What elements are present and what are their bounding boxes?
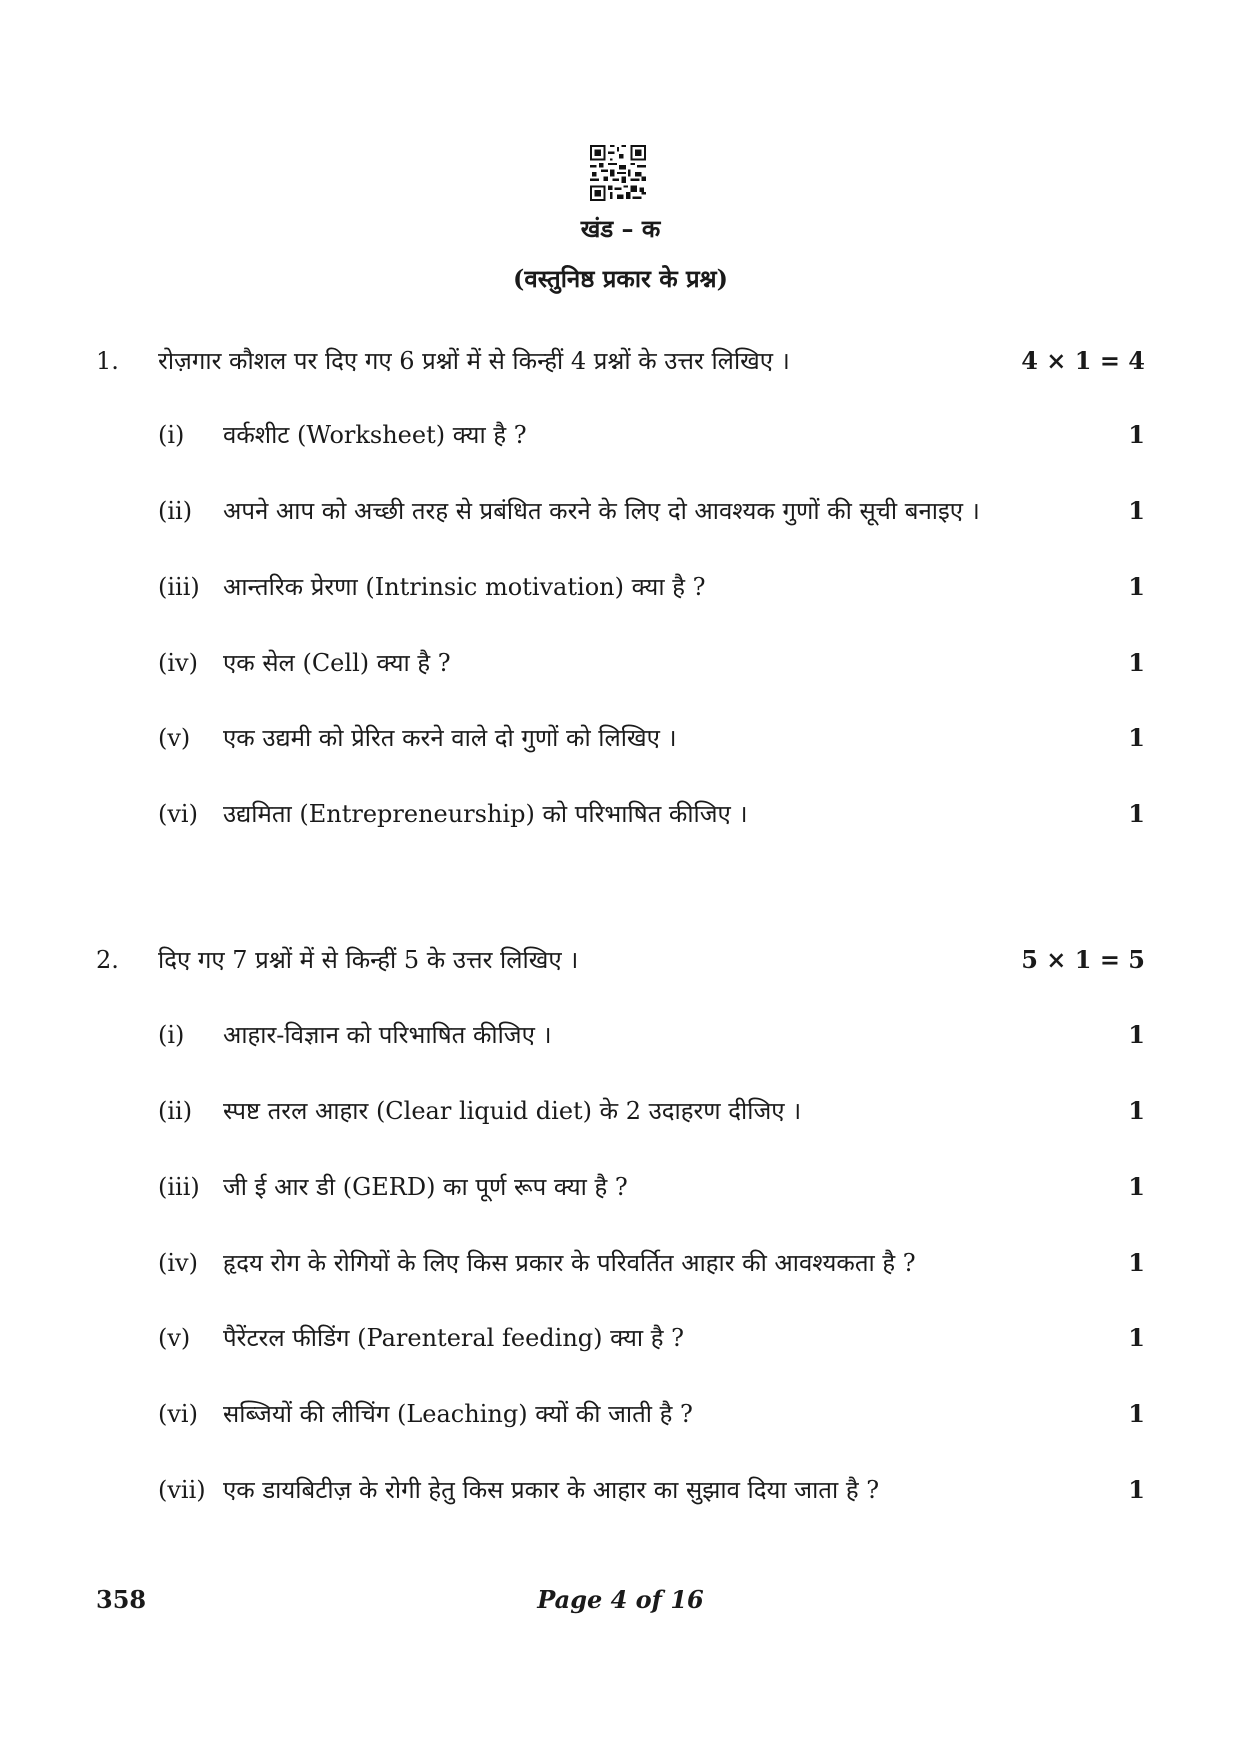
- section-title: खंड – क: [580, 214, 661, 243]
- page-number: Page 4 of 16: [537, 1585, 704, 1614]
- sub-question-label: (v): [158, 724, 191, 752]
- sub-question-marks: 1: [1128, 1020, 1145, 1049]
- sub-question-label: (ii): [158, 1097, 193, 1125]
- sub-question-text: सब्जियों की लीचिंग (Leaching) क्यों की जाती है ?: [223, 1400, 693, 1428]
- sub-question: [0, 1394, 1241, 1434]
- sub-question-text: एक डायबिटीज़ के रोगी हेतु किस प्रकार के आहार का सुझाव दिया जाता है ?: [223, 1476, 880, 1504]
- sub-question: [0, 1243, 1241, 1283]
- question-text: दिए गए 7 प्रश्नों में से किन्हीं 5 के उत्तर लिखिए ।: [158, 946, 579, 974]
- sub-question-text: एक सेल (Cell) क्या है ?: [223, 649, 451, 677]
- qr-code-icon: [590, 145, 646, 201]
- sub-question-text: वर्कशीट (Worksheet) क्या है ?: [223, 421, 527, 449]
- sub-question: [0, 415, 1241, 455]
- question-marks: 4 × 1 = 4: [1021, 346, 1145, 375]
- sub-question-text: जी ई आर डी (GERD) का पूर्ण रूप क्या है ?: [223, 1173, 628, 1201]
- sub-question-text: पैरेंटरल फीडिंग (Parenteral feeding) क्या है ?: [223, 1324, 684, 1352]
- sub-question: [0, 1318, 1241, 1358]
- question-number: 1.: [96, 347, 119, 375]
- sub-question: [0, 643, 1241, 683]
- sub-question: [0, 1015, 1241, 1055]
- sub-question-label: (vi): [158, 800, 198, 828]
- sub-question-label: (vii): [158, 1476, 206, 1504]
- sub-question-label: (v): [158, 1324, 191, 1352]
- sub-question-text: हृदय रोग के रोगियों के लिए किस प्रकार के परिवर्तित आहार की आवश्यकता है ?: [223, 1249, 916, 1277]
- sub-question-text: आहार-विज्ञान को परिभाषित कीजिए ।: [223, 1021, 552, 1049]
- sub-question-marks: 1: [1128, 1248, 1145, 1277]
- sub-question-label: (iv): [158, 649, 198, 677]
- sub-question-label: (i): [158, 1021, 185, 1049]
- sub-question-label: (ii): [158, 497, 193, 525]
- sub-question-marks: 1: [1128, 1399, 1145, 1428]
- sub-question-marks: 1: [1128, 1323, 1145, 1352]
- sub-question-marks: 1: [1128, 1096, 1145, 1125]
- sub-question-label: (iii): [158, 1173, 200, 1201]
- sub-question-text: स्पष्ट तरल आहार (Clear liquid diet) के 2 उदाहरण दीजिए ।: [223, 1097, 802, 1125]
- sub-question-label: (iv): [158, 1249, 198, 1277]
- sub-question: [0, 1091, 1241, 1131]
- question-marks: 5 × 1 = 5: [1021, 945, 1145, 974]
- question-number: 2.: [96, 946, 119, 974]
- sub-question: [0, 491, 1241, 531]
- sub-question-text: अपने आप को अच्छी तरह से प्रबंधित करने के लिए दो आवश्यक गुणों की सूची बनाइए ।: [223, 497, 980, 525]
- sub-question: [0, 567, 1241, 607]
- sub-question-text: उद्यमिता (Entrepreneurship) को परिभाषित कीजिए ।: [223, 800, 748, 828]
- sub-question-marks: 1: [1128, 572, 1145, 601]
- sub-question-text: एक उद्यमी को प्रेरित करने वाले दो गुणों को लिखिए ।: [223, 724, 677, 752]
- section-subtitle: (वस्तुनिष्ठ प्रकार के प्रश्न): [513, 264, 728, 293]
- sub-question: [0, 1167, 1241, 1207]
- sub-question-marks: 1: [1128, 723, 1145, 752]
- sub-question: [0, 718, 1241, 758]
- sub-question: [0, 794, 1241, 834]
- question-2: [0, 940, 1241, 980]
- sub-question-label: (vi): [158, 1400, 198, 1428]
- sub-question-marks: 1: [1128, 648, 1145, 677]
- sub-question-marks: 1: [1128, 1172, 1145, 1201]
- paper-code: 358: [96, 1585, 147, 1614]
- sub-question-label: (i): [158, 421, 185, 449]
- sub-question-text: आन्तरिक प्रेरणा (Intrinsic motivation) क्या है ?: [223, 573, 706, 601]
- question-1: [0, 341, 1241, 381]
- sub-question-marks: 1: [1128, 799, 1145, 828]
- sub-question-label: (iii): [158, 573, 200, 601]
- question-text: रोज़गार कौशल पर दिए गए 6 प्रश्नों में से किन्हीं 4 प्रश्नों के उत्तर लिखिए ।: [158, 347, 790, 375]
- sub-question-marks: 1: [1128, 496, 1145, 525]
- sub-question-marks: 1: [1128, 1475, 1145, 1504]
- sub-question: [0, 1470, 1241, 1510]
- sub-question-marks: 1: [1128, 420, 1145, 449]
